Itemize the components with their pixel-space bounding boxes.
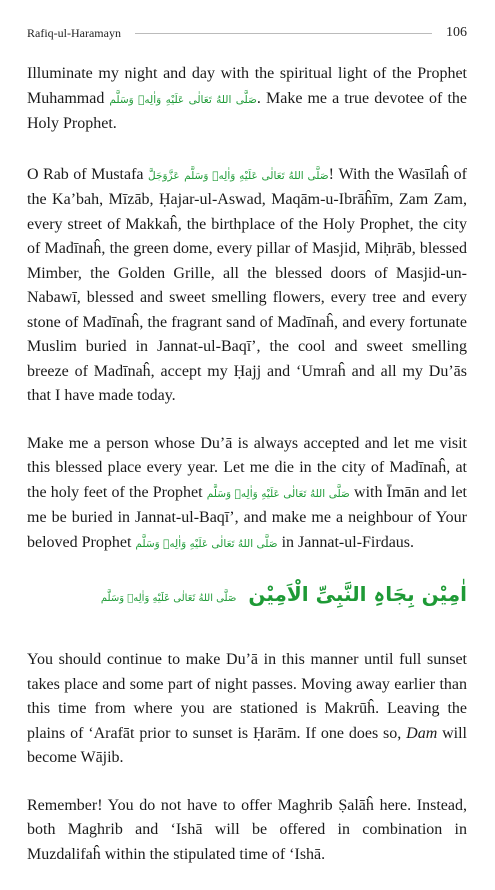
ameen-dua-main: اٰمِیْن بِجَاہِ النَّبِیِّ الْاَمِیْن <box>248 582 467 606</box>
paragraph-2-text-b: ! With the Wasīlaĥ of the Ka’bah, Mīzāb, Ḥajar-ul-Aswad, Maqām-u-Ibrāĥīm, Zam Zam, every street of Makkaĥ, the birthplace of the Holy Prophet, the city of Madīnaĥ, the green dome, every pillar of Masjid, Miḥrāb, blessed Mimber, the Golden Grille, all the blessed doors of Masjid-un-Nabawī, blessed and sweet smelling flowers, every tree and every stone of Madīnaĥ, the fragrant sand of Madīnaĥ, and every fortunate Muslim buried in Jannat-ul-Baqī’, the cool and sweet smelling breeze of Madīnaĥ, accept my Ḥajj and ‘Umraĥ and all my Du’ās that I have made today. <box>27 165 468 404</box>
ameen-dua-salawat: صَلَّى اللهُ تَعَالٰى عَلَيْهِ وَاٰلِهٖ وَسَلَّم <box>100 593 237 604</box>
paragraph-1 <box>27 62 467 137</box>
paragraph-4-text-b: will become Wājib. <box>27 724 468 766</box>
jalla-text: عَزَّوَجَلَّ <box>148 169 180 182</box>
paragraph-2 <box>27 163 467 409</box>
page-header <box>27 24 467 42</box>
paragraph-5: Remember! You do not have to offer Maghrib Ṣalāĥ here. Instead, both Maghrib and ‘Ishā will be offered in combination in Muzdalifaĥ within the stipulated time of ‘Ishā. <box>27 796 467 863</box>
paragraph-4-text-a: You should continue to make Du’ā in this manner until full sunset takes place and some part of night passes. Moving away earlier than this time from where you are stationed is Makrūĥ. Leaving the plains of ‘Arafāt prior to sunset is Ḥarām. If one does so, <box>27 651 467 742</box>
page-number: 106 <box>446 25 467 40</box>
paragraph-1-text-a: Illuminate my night and day with the spiritual light of the Prophet Muhammad <box>27 65 467 107</box>
paragraph-2-text-a: O Rab of Mustafa <box>27 165 149 183</box>
salawat-text: صَلَّى اللهُ تَعَالٰى عَلَيْهِ وَاٰلِهٖ وَسَلَّم <box>109 93 257 106</box>
paragraph-3 <box>27 432 467 557</box>
paragraph-4 <box>27 648 467 771</box>
salawat-text: صَلَّى اللهُ تَعَالٰى عَلَيْهِ وَاٰلِهٖ وَسَلَّم <box>206 487 350 500</box>
paragraph-3-text-b: with Īmān and let me be buried in Jannat-ul-Baqī’, and make me a neighbour of Your beloved Prophet <box>27 483 467 551</box>
paragraph-3-text-c: in Jannat-ul-Firdaus. <box>277 533 415 551</box>
paragraph-1-text-b: . Make me a true devotee of the Holy Prophet. <box>27 89 467 132</box>
page-body <box>27 62 467 890</box>
paragraph-4-emphasis: Dam <box>406 724 438 742</box>
salawat-text: صَلَّى اللهُ تَعَالٰى عَلَيْهِ وَاٰلِهٖ وَسَلَّم <box>135 537 278 550</box>
header-rule <box>135 33 432 34</box>
book-title: Rafiq-ul-Haramayn <box>27 25 121 40</box>
salawat-text: صَلَّى اللهُ تَعَالٰى عَلَيْهِ وَاٰلِهٖ وَسَلَّم <box>184 169 329 182</box>
ameen-dua <box>27 579 467 614</box>
paragraph-3-text-a: Make me a person whose Du’ā is always accepted and let me visit this blessed place every year. Let me die in the city of Madīnaĥ, at the holy feet of the Prophet <box>27 434 467 501</box>
